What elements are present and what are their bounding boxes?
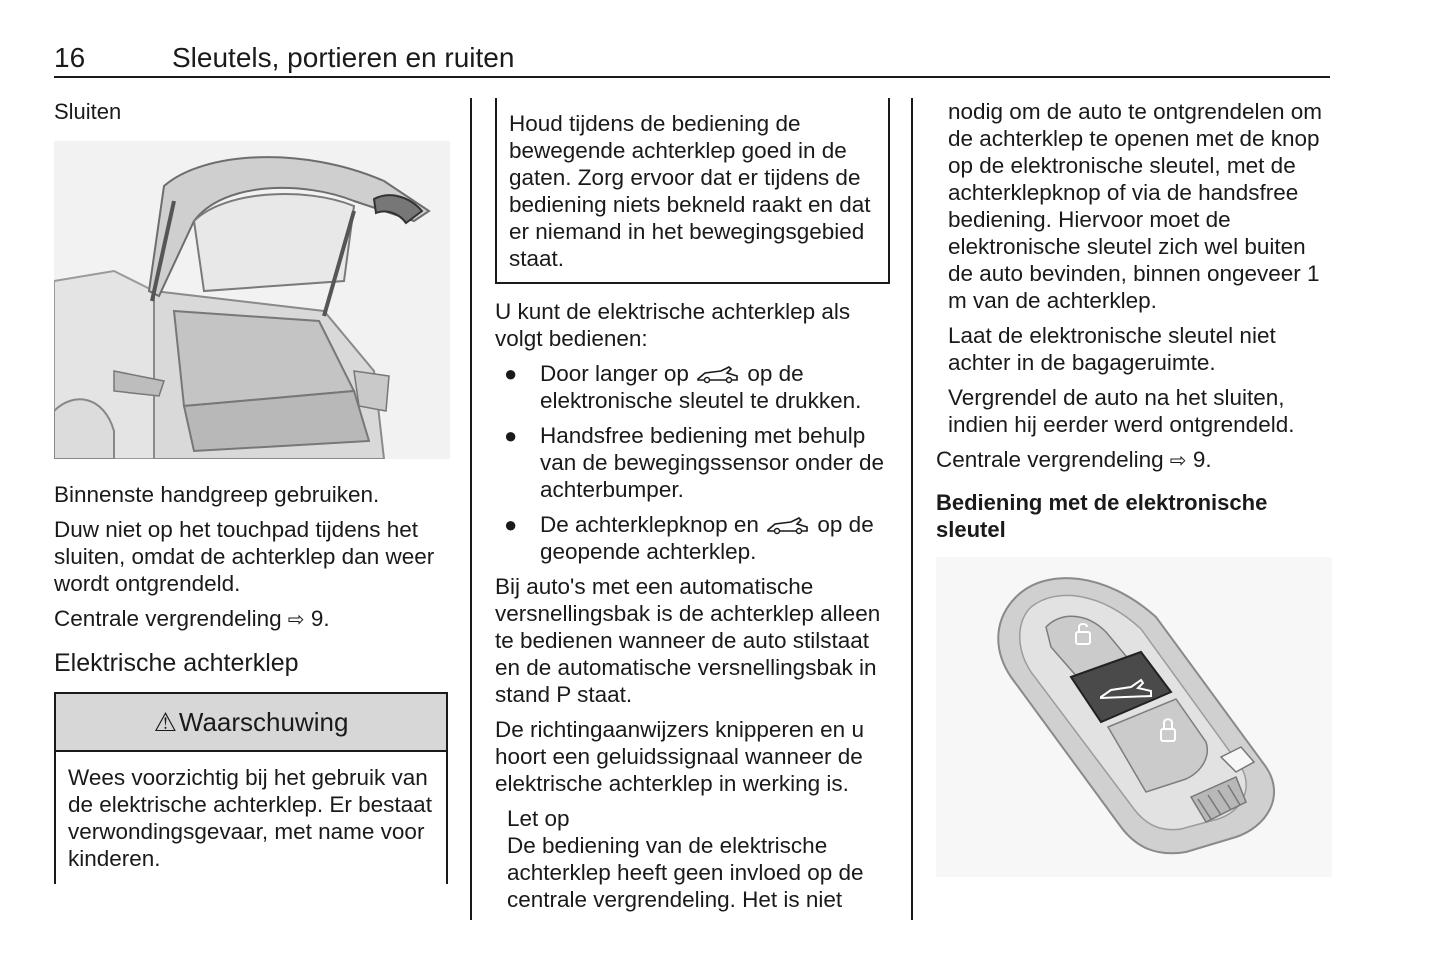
note-leave-key: Laat de elektronische sleutel niet achter in de bagageruimte. <box>948 323 1276 375</box>
heading-electric-tailgate: Elektrische achterklep <box>54 649 299 677</box>
note-text: De bediening van de elektrische achterklep heeft geen invloed op de centrale vergrendeling. Het is niet <box>507 833 864 912</box>
note-lock-after: Vergrendel de auto na het sluiten, indien hij eerder werd ontgrendeld. <box>948 385 1295 437</box>
list-item-text: Door langer op <box>540 361 696 386</box>
open-tailgate-car-icon <box>765 516 811 536</box>
page-ref-arrow-icon: ⇨ <box>1169 450 1187 472</box>
page-header <box>54 40 1330 78</box>
warning-text: Wees voorzichtig bij het gebruik van de elektrische achterklep. Er bestaat verwondingsgevaar, met name voor kinderen. <box>68 765 432 871</box>
list-item-text: Handsfree bediening met behulp van de bewegingssensor onder de achterbumper. <box>540 423 884 502</box>
column-middle <box>495 98 890 913</box>
paragraph-operation-intro: U kunt de elektrische achterklep als volgt bedienen: <box>495 299 851 351</box>
page-number: 16 <box>54 42 86 73</box>
note-continuation: nodig om de auto te ontgrendelen om de achterklep te openen met de knop op de elektronische sleutel, met de achterklepknop of via de handsfree bediening. Hiervoor moet de elektronische sleutel zich wel buiten de auto bevinden, binnen ongeveer 1 m van de achterklep. <box>948 99 1323 313</box>
bullet-icon: ● <box>504 361 518 386</box>
column-divider-1 <box>470 98 472 920</box>
operation-list <box>495 360 890 565</box>
ref-text: Centrale vergrendeling <box>936 447 1170 472</box>
warning-title: Waarschuwing <box>178 706 349 737</box>
paragraph-inner-handle: Binnenste handgreep gebruiken. <box>54 482 380 507</box>
chapter-title: Sleutels, portieren en ruiten <box>172 42 515 73</box>
list-item <box>495 422 890 503</box>
warning-header <box>56 694 446 752</box>
open-tailgate-car-icon <box>695 365 741 385</box>
note-title: Let op <box>507 806 570 831</box>
electronic-key-illustration <box>936 557 1332 877</box>
bullet-icon: ● <box>504 512 518 537</box>
column-left <box>54 98 448 884</box>
list-item-text-end: op de geopende achterklep. <box>540 512 874 564</box>
paragraph-signals: De richtingaanwijzers knipperen en u hoort een geluidssignaal wanneer de elektrische achterklep in werking is. <box>495 717 864 796</box>
list-item <box>495 360 890 414</box>
bullet-icon: ● <box>504 423 518 448</box>
list-item <box>495 511 890 565</box>
tailgate-closing-illustration <box>54 141 450 459</box>
paragraph-central-locking-ref <box>54 605 448 634</box>
tailgate-drawing <box>54 141 450 459</box>
list-item-text-end: op de elektronische sleutel te drukken. <box>540 361 862 413</box>
ref-page[interactable]: 9. <box>310 606 330 631</box>
list-item-text: De achterklepknop en <box>540 512 766 537</box>
note-block <box>507 805 890 913</box>
heading-sluiten: Sluiten <box>54 99 122 124</box>
paragraph-touchpad: Duw niet op het touchpad tijdens het sluiten, omdat de achterklep dan weer wordt ontgrendeld. <box>54 517 435 596</box>
warning-continuation: Houd tijdens de bediening de bewegende achterklep goed in de gaten. Zorg ervoor dat er tijdens de bediening niets bekneld raakt en dat er niemand in het bewegingsgebied staat. <box>495 98 890 284</box>
ref-text: Centrale vergrendeling <box>54 606 288 631</box>
heading-electronic-key: Bediening met de elektronische sleutel <box>936 490 1268 542</box>
column-right <box>936 98 1330 877</box>
paragraph-central-locking-ref-2 <box>936 446 1330 475</box>
column-divider-2 <box>911 98 913 920</box>
warning-box <box>54 692 448 884</box>
ref-page[interactable]: 9. <box>1192 447 1212 472</box>
page-ref-arrow-icon: ⇨ <box>287 609 305 631</box>
paragraph-automatic-gearbox: Bij auto's met een automatische versnellingsbak is de achterklep alleen te bedienen wanneer de auto stilstaat en de automatische versnellingsbak in stand P staat. <box>495 574 881 707</box>
warning-triangle-icon: ⚠ <box>153 706 177 737</box>
key-fob-drawing <box>936 557 1332 877</box>
